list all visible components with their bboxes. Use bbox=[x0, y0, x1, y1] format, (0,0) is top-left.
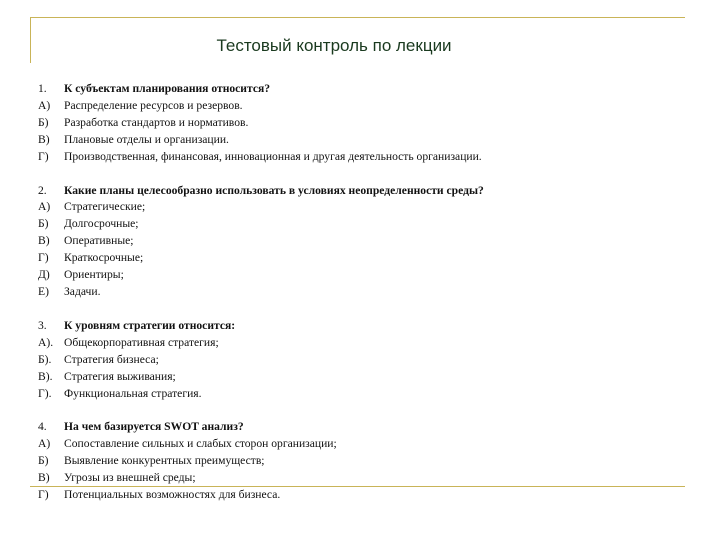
option-marker: В). bbox=[38, 369, 53, 383]
answer-option bbox=[38, 267, 688, 284]
answer-option bbox=[38, 284, 688, 301]
answer-option bbox=[38, 487, 688, 504]
answer-option bbox=[38, 436, 688, 453]
question-text: К субъектам планирования относится? bbox=[64, 82, 271, 95]
option-text: Выявление конкурентных преимуществ; bbox=[64, 454, 265, 468]
answer-option bbox=[38, 369, 688, 386]
option-text: Распределение ресурсов и резервов. bbox=[64, 98, 243, 112]
option-marker: Г) bbox=[38, 251, 49, 265]
option-text: Производственная, финансовая, инновационная и другая деятельность организации. bbox=[64, 149, 482, 163]
option-text: Долгосрочные; bbox=[64, 217, 139, 231]
option-text: Задачи. bbox=[64, 284, 101, 298]
bottom-rule bbox=[30, 486, 685, 487]
option-text: Сопоставление сильных и слабых сторон организации; bbox=[64, 437, 337, 451]
page-title: Тестовый контроль по лекции bbox=[216, 36, 452, 55]
answer-option bbox=[38, 386, 688, 403]
option-text: Общекорпоративная стратегия; bbox=[64, 335, 219, 349]
option-text: Стратегические; bbox=[64, 200, 146, 214]
option-marker: Д) bbox=[38, 268, 50, 282]
answer-option bbox=[38, 115, 688, 132]
option-marker: Б) bbox=[38, 217, 49, 231]
option-text: Стратегия бизнеса; bbox=[64, 352, 159, 366]
question-2 bbox=[38, 183, 688, 301]
option-marker: А). bbox=[38, 335, 54, 349]
answer-option bbox=[38, 199, 688, 216]
option-marker: Г) bbox=[38, 488, 49, 502]
answer-option bbox=[38, 335, 688, 352]
option-text: Функциональная стратегия. bbox=[64, 386, 202, 400]
question-number: 3. bbox=[38, 318, 47, 332]
answer-option bbox=[38, 149, 688, 166]
option-text: Ориентиры; bbox=[64, 268, 124, 282]
option-marker: Г). bbox=[38, 386, 52, 400]
question-text: Какие планы целесообразно использовать в условиях неопределенности среды? bbox=[64, 183, 484, 197]
option-marker: Б) bbox=[38, 454, 49, 468]
option-marker: В) bbox=[38, 234, 50, 248]
option-text: Плановые отделы и организации. bbox=[64, 132, 229, 146]
top-rule bbox=[30, 17, 685, 18]
answer-option bbox=[38, 453, 688, 470]
option-marker: А) bbox=[38, 98, 51, 112]
answer-option bbox=[38, 470, 688, 487]
question-text: На чем базируется SWOT анализ? bbox=[64, 420, 244, 434]
question-3 bbox=[38, 318, 688, 403]
option-marker: В) bbox=[38, 471, 50, 485]
answer-option bbox=[38, 250, 688, 267]
question-1 bbox=[38, 81, 688, 166]
question-text: К уровням стратегии относится: bbox=[64, 318, 236, 332]
option-marker: Б). bbox=[38, 352, 52, 366]
answer-option bbox=[38, 98, 688, 115]
option-text: Разработка стандартов и нормативов. bbox=[64, 115, 249, 129]
option-marker: В) bbox=[38, 132, 50, 146]
questions-list bbox=[38, 81, 688, 521]
answer-option bbox=[38, 233, 688, 250]
question-4 bbox=[38, 419, 688, 504]
answer-option bbox=[38, 352, 688, 369]
question-number: 1. bbox=[38, 82, 47, 95]
option-marker: Е) bbox=[38, 284, 49, 298]
option-marker: А) bbox=[38, 200, 51, 214]
option-marker: А) bbox=[38, 437, 51, 451]
option-text: Краткосрочные; bbox=[64, 251, 144, 265]
question-number: 2. bbox=[38, 183, 47, 197]
option-text: Оперативные; bbox=[64, 234, 134, 248]
answer-option bbox=[38, 132, 688, 149]
option-text: Стратегия выживания; bbox=[64, 369, 176, 383]
option-marker: Г) bbox=[38, 149, 49, 163]
option-marker: Б) bbox=[38, 115, 49, 129]
answer-option bbox=[38, 216, 688, 233]
question-number: 4. bbox=[38, 420, 47, 434]
option-text: Угрозы из внешней среды; bbox=[64, 471, 196, 485]
option-text: Потенциальных возможностях для бизнеса. bbox=[64, 488, 281, 502]
